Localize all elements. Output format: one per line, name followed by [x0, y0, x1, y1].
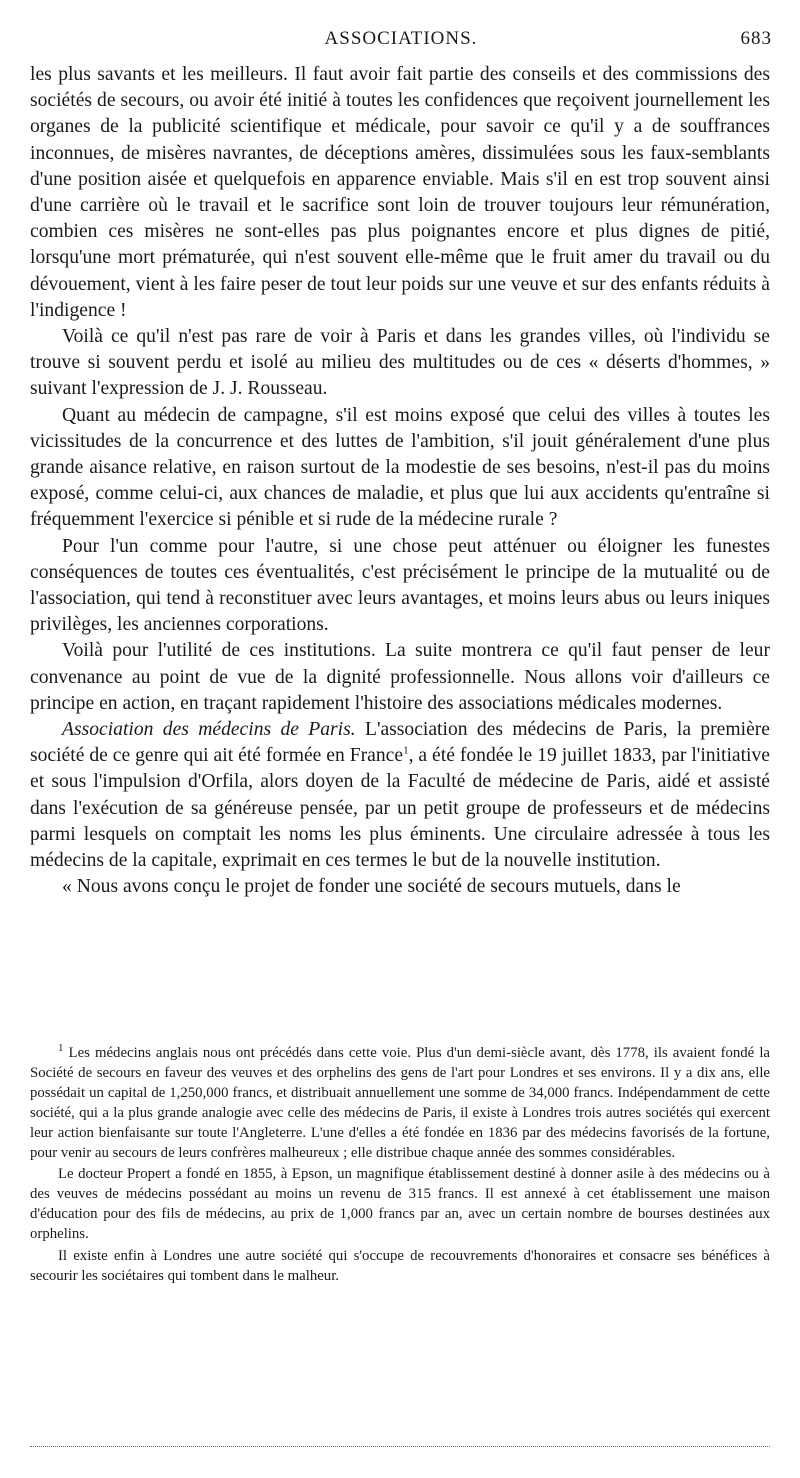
page-number: 683: [740, 28, 772, 49]
running-header: [30, 28, 772, 54]
footnote-marker: 1: [58, 1042, 64, 1055]
footnote-1: [30, 1044, 770, 1163]
paragraph-text: , a été fondée le 19 juillet 1833, par l'initiative et sous l'impulsion d'Orfila, alors doyen de la Faculté de médecine de Paris, aidé et assisté dans l'exécution de sa généreuse pensée, par un petit groupe de professeurs et de médecins parmi lesquels on comptait les noms les plus éminents. Une circulaire adressée à tous les médecins de la capitale, exprimait en ces termes le but de la nouvelle institution.: [30, 745, 770, 872]
main-text: [30, 62, 770, 901]
paragraph-continued: les plus savants et les meilleurs. Il faut avoir fait partie des conseils et des commissions des sociétés de secours, ou avoir été initié à toutes les confidences que reçoivent journellement les organes de la publicité scientifique et médicale, pour savoir ce qu'il y a de souffrances inconnues, de misères navrantes, de déceptions amères, dissimulées sous les faux-semblants d'une position aisée et quelquefois en apparence enviable. Mais s'il en est trop souvent ainsi d'une carrière où le travail et le sacrifice sont loin de trouver toujours leur rémunération, combien ces misères ne sont-elles pas plus poignantes encore et plus dignes de pitié, lorsqu'une mort prématurée, qui n'est souvent elle-même que le fruit amer du travail ou du dévouement, vient à les faire peser de tout leur poids sur une veuve et sur des enfants réduits à l'indigence !: [30, 64, 770, 321]
paragraph-quote-start: « Nous avons conçu le projet de fonder une société de secours mutuels, dans le: [62, 876, 681, 898]
running-title: ASSOCIATIONS.: [324, 28, 478, 49]
paragraph: Voilà ce qu'il n'est pas rare de voir à Paris et dans les grandes villes, où l'individu se trouve si souvent perdu et isolé au milieu des multitudes ou de ces « déserts d'hommes, » suivant l'expression de J. J. Rousseau.: [30, 326, 770, 400]
paragraph: Voilà pour l'utilité de ces institutions. La suite montrera ce qu'il faut penser de leur convenance au point de vue de la dignité professionnelle. Nous allons voir d'ailleurs ce principe en action, en traçant rapidement l'histoire des associations médicales modernes.: [30, 640, 770, 714]
footnote-reference: 1: [403, 744, 409, 757]
footnote-text: Les médecins anglais nous ont précédés dans cette voie. Plus d'un demi-siècle avant, dès 1778, ils avaient fondé la Société de secours en faveur des veuves et des orphelins des gens de l'art pour Londres et ses environs. Il y a dix ans, elle possédait un capital de 1,250,000 francs, et distribuait annuellement une somme de 34,000 francs. Indépendamment de cette société, qui a la plus grande analogie avec celle des médecins de Paris, il existe à Londres trois autres sociétés qui exercent leur action bienfaisante sur toute l'Angleterre. L'une d'elles a été fondée en 1836 par des médecins favorisés de la fortune, pour venir au secours de leurs confrères malheureux ; elle distribue chaque année des sommes considérables.: [30, 1045, 770, 1161]
footnote-1-continued: Il existe enfin à Londres une autre société qui s'occupe de recouvrements d'honoraires et consacre ses bénéfices à secourir les sociétaires qui tombent dans le malheur.: [30, 1248, 770, 1284]
section-heading: Association des médecins de Paris.: [62, 719, 356, 741]
footnotes: [30, 1044, 770, 1289]
paragraph: Quant au médecin de campagne, s'il est moins exposé que celui des villes à toutes les vicissitudes de la concurrence et des luttes de l'ambition, s'il jouit généralement d'une plus grande aisance relative, en raison surtout de la modestie de ses besoins, n'est-il pas du moins exposé, comme celui-ci, aux chances de maladie, et plus que lui aux accidents qu'entraîne si fréquemment l'exercice si pénible et si rude de la médecine rurale ?: [30, 404, 770, 531]
paragraph-text: L'association des médecins de Paris, la première société de ce genre qui ait été formée en France: [30, 719, 770, 767]
bottom-dotted-rule: [30, 1446, 770, 1447]
footnote-1-continued: Le docteur Propert a fondé en 1855, à Epson, un magnifique établissement destiné à donner asile à des médecins ou à des veuves de médecins possédant au moins un revenu de 315 francs. Il est annexé à cet établissement une maison d'éducation pour des fils de médecins, au prix de 1,000 francs par an, avec un certain nombre de bourses destinées aux orphelins.: [30, 1166, 770, 1243]
paragraph: Pour l'un comme pour l'autre, si une chose peut atténuer ou éloigner les funestes conséquences de toutes ces éventualités, c'est précisément le principe de la mutualité ou de l'association, qui tend à reconstituer avec leurs avantages, et moins leurs abus ou leurs iniques privilèges, les anciennes corporations.: [30, 535, 770, 636]
paragraph-association-paris: [30, 717, 770, 874]
